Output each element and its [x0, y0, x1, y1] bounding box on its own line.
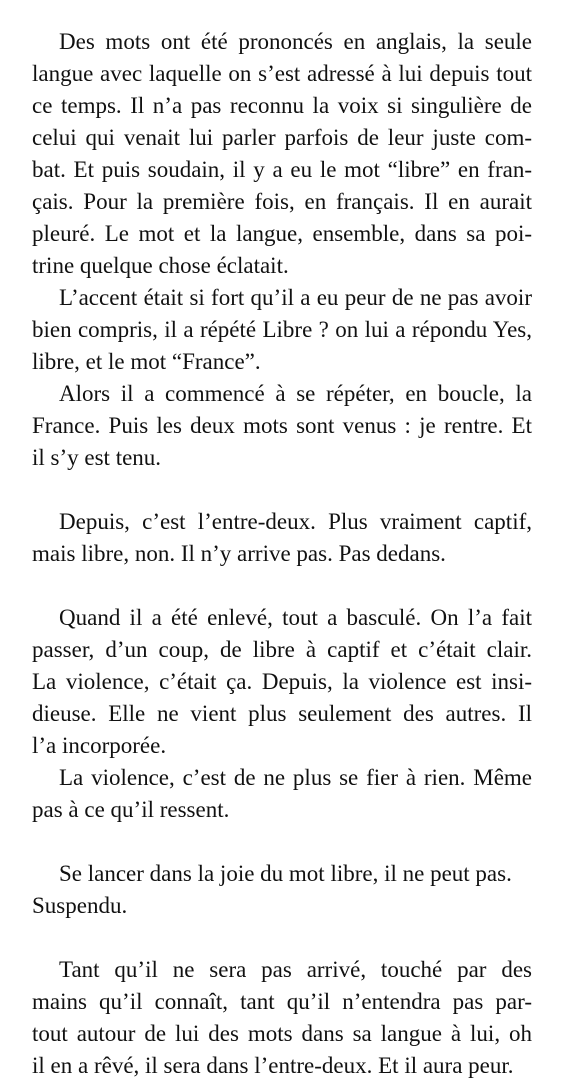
- text-line: celui qui venait lui parler parfois de leur juste com-: [32, 125, 532, 150]
- text-line: La violence, c’est de ne plus se fier à rien. Même: [59, 765, 532, 790]
- text-line: bat. Et puis soudain, il y a eu le mot “libre” en fran-: [32, 157, 532, 182]
- paragraph: [32, 378, 532, 474]
- text-line: Alors il a commencé à se répéter, en boucle, la: [59, 381, 532, 406]
- section-break: [32, 570, 532, 602]
- text-line: pleuré. Le mot et la langue, ensemble, dans sa poi-: [32, 221, 532, 246]
- section-break: [32, 474, 532, 506]
- section-break: [32, 826, 532, 858]
- text-line: il en a rêvé, il sera dans l’entre-deux. Et il aura peur.: [32, 1053, 514, 1078]
- text-line: l’a incorporée.: [32, 733, 167, 758]
- paragraph: [32, 954, 532, 1082]
- text-line: Tant qu’il ne sera pas arrivé, touché par des: [59, 957, 532, 982]
- text-line: La violence, c’était ça. Depuis, la violence est insi-: [32, 669, 532, 694]
- text-line: mais libre, non. Il n’y arrive pas. Pas dedans.: [32, 541, 446, 566]
- paragraph: [32, 762, 532, 826]
- text-line: Quand il a été enlevé, tout a basculé. On l’a fait: [59, 605, 532, 630]
- section-break: [32, 922, 532, 954]
- text-line: Des mots ont été prononcés en anglais, la seule: [59, 29, 532, 54]
- text-line: Suspendu.: [32, 893, 128, 918]
- text-line: mains qu’il connaît, tant qu’il n’entendra pas par-: [32, 989, 532, 1014]
- text-line: Se lancer dans la joie du mot libre, il ne peut pas.: [59, 861, 512, 886]
- paragraph: [32, 858, 532, 922]
- paragraph: [32, 602, 532, 762]
- paragraph: [32, 506, 532, 570]
- text-line: il s’y est tenu.: [32, 445, 162, 470]
- text-line: L’accent était si fort qu’il a eu peur de ne pas avoir: [59, 285, 532, 310]
- text-line: tout autour de lui des mots dans sa langue à lui, oh: [32, 1021, 532, 1046]
- book-page: [32, 26, 532, 1082]
- text-line: Depuis, c’est l’entre-deux. Plus vraiment captif,: [59, 509, 532, 534]
- paragraph: [32, 282, 532, 378]
- text-line: ce temps. Il n’a pas reconnu la voix si singulière de: [32, 93, 532, 118]
- text-line: çais. Pour la première fois, en français. Il en aurait: [32, 189, 532, 214]
- text-line: langue avec laquelle on s’est adressé à lui depuis tout: [32, 61, 532, 86]
- paragraph: [32, 26, 532, 282]
- text-line: libre, et le mot “France”.: [32, 349, 261, 374]
- text-line: trine quelque chose éclatait.: [32, 253, 289, 278]
- text-line: dieuse. Elle ne vient plus seulement des autres. Il: [32, 701, 532, 726]
- text-line: passer, d’un coup, de libre à captif et c’était clair.: [32, 637, 532, 662]
- text-line: France. Puis les deux mots sont venus : je rentre. Et: [32, 413, 532, 438]
- text-line: pas à ce qu’il ressent.: [32, 797, 230, 822]
- text-line: bien compris, il a répété Libre ? on lui a répondu Yes,: [32, 317, 532, 342]
